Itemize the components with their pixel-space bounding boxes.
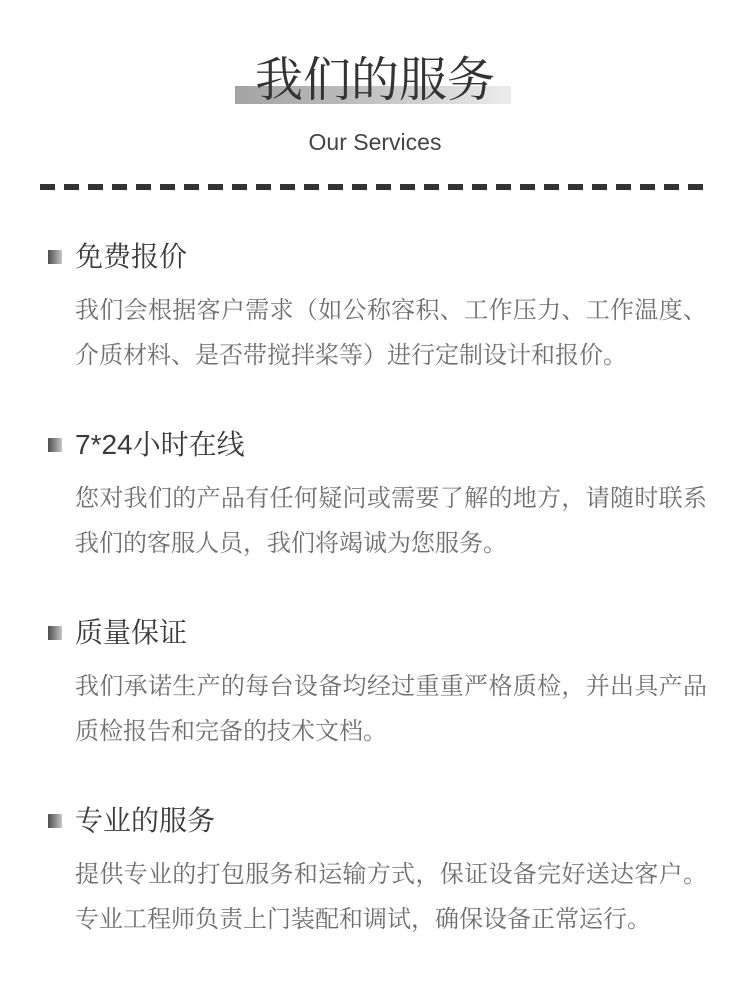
service-item-free-quote xyxy=(40,240,710,378)
service-list xyxy=(40,240,710,942)
service-item-title: 质量保证 xyxy=(75,617,188,648)
dashed-divider xyxy=(40,184,710,190)
square-bullet-icon xyxy=(48,438,62,452)
service-item-header xyxy=(48,804,710,838)
service-item-professional-service xyxy=(40,804,710,942)
service-item-quality-assurance xyxy=(40,616,710,754)
service-item-header xyxy=(48,616,710,650)
section-header xyxy=(40,0,710,154)
service-item-description: 您对我们的产品有任何疑问或需要了解的地方，请随时联系我们的客服人员，我们将竭诚为您服务。 xyxy=(75,485,707,557)
square-bullet-icon xyxy=(48,814,62,828)
service-item-online-support xyxy=(40,428,710,566)
service-item-description: 我们会根据客户需求（如公称容积、工作压力、工作温度、介质材料、是否带搅拌桨等）进行定制设计和报价。 xyxy=(75,297,707,369)
service-item-description: 提供专业的打包服务和运输方式，保证设备完好送达客户。专业工程师负责上门装配和调试，确保设备正常运行。 xyxy=(75,861,707,933)
service-item-header xyxy=(48,428,710,462)
service-item-title: 专业的服务 xyxy=(75,805,216,836)
section-title xyxy=(254,54,495,107)
square-bullet-icon xyxy=(48,250,62,264)
service-item-description: 我们承诺生产的每台设备均经过重重严格质检，并出具产品质检报告和完备的技术文档。 xyxy=(75,673,707,745)
service-item-title: 免费报价 xyxy=(75,241,188,272)
section-subtitle: Our Services xyxy=(308,129,442,155)
service-item-header xyxy=(48,240,710,274)
service-item-title: 7*24小时在线 xyxy=(75,429,245,460)
section-title-text: 我们的服务 xyxy=(254,54,495,107)
square-bullet-icon xyxy=(48,626,62,640)
